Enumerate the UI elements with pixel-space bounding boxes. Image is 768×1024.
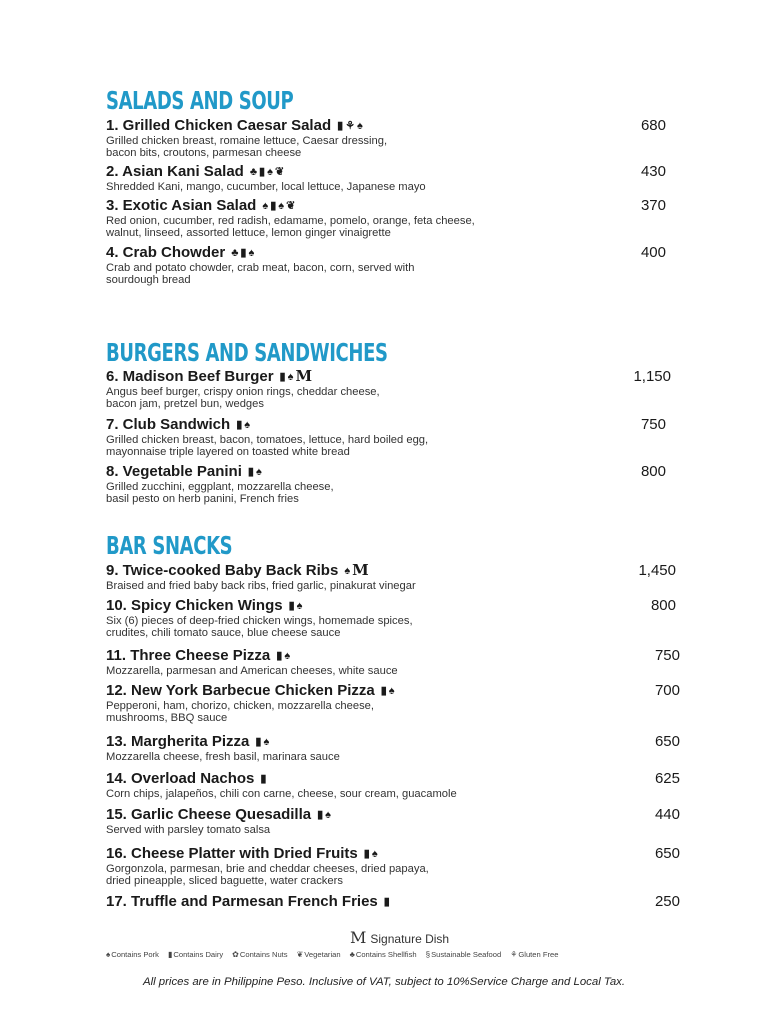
description-line: Gorgonzola, parmesan, brie and cheddar cheeses, dried papaya, xyxy=(106,863,429,875)
pork-icon: ♠ xyxy=(296,600,305,612)
menu-item-price: 400 xyxy=(640,244,666,261)
dietary-icons xyxy=(337,118,365,135)
menu-item-title: 10. Spicy Chicken Wings xyxy=(106,597,283,614)
menu-item-title: 1. Grilled Chicken Caesar Salad xyxy=(106,117,332,134)
description-line: Six (6) pieces of deep-fried chicken wings, homemade spices, xyxy=(106,615,413,627)
menu-item xyxy=(106,647,696,677)
legend-entry-gluten xyxy=(510,950,558,959)
section-title-bar-snacks: BAR SNACKS xyxy=(106,531,233,560)
menu-item xyxy=(106,597,696,639)
dairy-icon: ▮ xyxy=(279,371,288,383)
description-line: Shredded Kani, mango, cucumber, local lettuce, Japanese mayo xyxy=(106,181,426,193)
pork-icon: ♠ xyxy=(248,247,257,259)
dietary-icons xyxy=(250,164,286,181)
price-footnote: All prices are in Philippine Peso. Inclusive of VAT, subject to 10%Service Charge and Local Tax. xyxy=(142,976,626,988)
vegetarian-icon: ❦ xyxy=(296,950,304,959)
menu-item-description xyxy=(106,615,696,639)
menu-item-title: 4. Crab Chowder xyxy=(106,244,226,261)
signature-m-icon: M xyxy=(350,928,367,947)
description-line: Corn chips, jalapeños, chili con carne, cheese, sour cream, guacamole xyxy=(106,788,457,800)
description-line: mushrooms, BBQ sauce xyxy=(106,712,228,725)
description-line: Grilled zucchini, eggplant, mozzarella cheese, xyxy=(106,481,334,493)
dietary-legend xyxy=(106,950,567,959)
menu-item-price: 430 xyxy=(640,163,666,180)
description-line: Braised and fried baby back ribs, fried garlic, pinakurat vinegar xyxy=(106,580,416,592)
pork-icon: ♠ xyxy=(325,809,334,821)
legend-label: Contains Nuts xyxy=(239,950,288,959)
legend-entry-nuts xyxy=(232,950,287,959)
menu-item-title: 11. Three Cheese Pizza xyxy=(106,647,271,664)
description-line: Pepperoni, ham, chorizo, chicken, mozzarella cheese, xyxy=(106,700,375,712)
menu-item-description xyxy=(106,262,696,286)
signature-legend xyxy=(350,928,449,947)
menu-item xyxy=(106,244,696,286)
signature-icon: M xyxy=(352,561,369,579)
legend-label: Contains Shellfish xyxy=(355,950,417,959)
dietary-icons xyxy=(381,683,397,700)
shellfish-icon: ♣ xyxy=(231,247,241,259)
description-line: crudites, chili tomato sauce, blue cheese sauce xyxy=(106,627,341,640)
description-line: Grilled chicken breast, bacon, tomatoes, lettuce, hard boiled egg, xyxy=(106,434,429,446)
dairy-icon: ▮ xyxy=(260,773,269,785)
legend-entry-shellfish xyxy=(350,950,417,959)
pork-icon: ♠ xyxy=(357,120,365,132)
description-line: Crab and potato chowder, crab meat, bacon, corn, served with xyxy=(106,262,415,274)
pork-icon: ♠ xyxy=(388,685,397,697)
pork-icon: ♠ xyxy=(371,848,380,860)
description-line: mayonnaise triple layered on toasted white bread xyxy=(106,446,350,459)
menu-item xyxy=(106,416,696,458)
menu-item-description xyxy=(106,215,696,239)
dairy-icon: ▮ xyxy=(380,685,389,697)
menu-item-title: 13. Margherita Pizza xyxy=(106,733,250,750)
description-line: bacon bits, croutons, parmesan cheese xyxy=(106,147,302,160)
legend-label: Contains Dairy xyxy=(173,950,224,959)
menu-item xyxy=(106,163,696,193)
menu-item-price: 250 xyxy=(654,893,680,910)
menu-item xyxy=(106,845,696,887)
menu-item xyxy=(106,463,696,505)
menu-item-price: 1,450 xyxy=(638,562,676,579)
nuts-icon: ✿ xyxy=(232,950,239,959)
menu-item xyxy=(106,893,696,911)
menu-item xyxy=(106,117,696,159)
menu-item-title: 12. New York Barbecue Chicken Pizza xyxy=(106,682,375,699)
menu-item-description xyxy=(106,751,696,763)
menu-item-title: 9. Twice-cooked Baby Back Ribs xyxy=(106,562,339,579)
menu-item-price: 650 xyxy=(654,733,680,750)
dairy-icon: ▮ xyxy=(317,809,326,821)
description-line: Mozzarella cheese, fresh basil, marinara sauce xyxy=(106,751,340,763)
menu-item xyxy=(106,197,696,239)
dietary-icons xyxy=(262,198,297,215)
pork-icon: ♠ xyxy=(255,466,264,478)
gluten-icon: ⚘ xyxy=(510,950,518,959)
menu-item-description xyxy=(106,863,696,887)
description-line: walnut, linseed, assorted lettuce, lemon ginger vinaigrette xyxy=(106,227,391,240)
pork-icon: ♠ xyxy=(262,200,271,212)
vegetarian-icon: ❦ xyxy=(286,200,298,212)
legend-label: Vegetarian xyxy=(304,950,341,959)
description-line: sourdough bread xyxy=(106,274,191,287)
dairy-icon: ▮ xyxy=(288,600,297,612)
dairy-icon: ▮ xyxy=(363,848,372,860)
pork-icon: ♠ xyxy=(278,200,287,212)
menu-item-description xyxy=(106,788,696,800)
menu-item-price: 625 xyxy=(654,770,680,787)
dietary-icons xyxy=(276,648,292,665)
dairy-icon: ▮ xyxy=(276,650,285,662)
legend-entry-dairy xyxy=(168,950,223,959)
menu-item-title: 6. Madison Beef Burger xyxy=(106,368,274,385)
dairy-icon: ▮ xyxy=(259,166,268,178)
dietary-icons xyxy=(236,417,252,434)
legend-entry-pork xyxy=(106,950,159,959)
pork-icon: ♠ xyxy=(287,371,296,383)
seafood-icon: § xyxy=(425,950,431,959)
section-title-burgers-sandwiches: BURGERS AND SANDWICHES xyxy=(106,338,388,367)
menu-item-description xyxy=(106,580,696,592)
menu-item xyxy=(106,562,696,592)
menu-item xyxy=(106,682,696,724)
dairy-icon: ▮ xyxy=(383,896,392,908)
menu-item-description xyxy=(106,481,696,505)
dairy-icon: ▮ xyxy=(240,247,249,259)
menu-item-description xyxy=(106,386,696,410)
dairy-icon: ▮ xyxy=(167,950,173,959)
menu-item xyxy=(106,368,696,410)
menu-item-description xyxy=(106,181,696,193)
shellfish-icon: ♣ xyxy=(249,166,260,178)
description-line: basil pesto on herb panini, French fries xyxy=(106,493,299,506)
description-line: Angus beef burger, crispy onion rings, cheddar cheese, xyxy=(106,386,380,398)
dairy-icon: ▮ xyxy=(255,736,264,748)
pork-icon: ♠ xyxy=(284,650,293,662)
dietary-icons xyxy=(255,734,271,751)
shellfish-icon: ♣ xyxy=(349,950,355,959)
menu-item-title: 8. Vegetable Panini xyxy=(106,463,242,480)
pork-icon: ♠ xyxy=(106,950,111,959)
menu-item xyxy=(106,806,696,836)
vegetarian-icon: ❦ xyxy=(274,166,287,178)
menu-item-price: 680 xyxy=(640,117,666,134)
menu-item-title: 14. Overload Nachos xyxy=(106,770,255,787)
pork-icon: ♠ xyxy=(344,565,353,577)
dairy-icon: ▮ xyxy=(337,120,346,132)
menu-item-title: 3. Exotic Asian Salad xyxy=(106,197,257,214)
menu-item-price: 800 xyxy=(650,597,676,614)
legend-label: Contains Pork xyxy=(111,950,159,959)
menu-item-price: 750 xyxy=(640,416,666,433)
menu-item-title: 7. Club Sandwich xyxy=(106,416,231,433)
menu-item xyxy=(106,770,696,800)
menu-item-title: 2. Asian Kani Salad xyxy=(106,163,244,180)
menu-item-description xyxy=(106,700,696,724)
menu-item-title: 15. Garlic Cheese Quesadilla xyxy=(106,806,312,823)
description-line: Grilled chicken breast, romaine lettuce, Caesar dressing, xyxy=(106,135,388,147)
pork-icon: ♠ xyxy=(263,736,272,748)
signature-label: Signature Dish xyxy=(370,932,450,946)
menu-item-description xyxy=(106,135,696,159)
dairy-icon: ▮ xyxy=(247,466,256,478)
pork-icon: ♠ xyxy=(244,419,253,431)
description-line: Mozzarella, parmesan and American cheeses, white sauce xyxy=(106,665,398,677)
menu-item-description xyxy=(106,434,696,458)
legend-entry-vegetarian xyxy=(297,950,341,959)
dietary-icons xyxy=(289,598,305,615)
dairy-icon: ▮ xyxy=(270,200,279,212)
description-line: Served with parsley tomato salsa xyxy=(106,824,271,836)
legend-label: Sustainable Seafood xyxy=(431,950,502,959)
menu-item-price: 370 xyxy=(640,197,666,214)
menu-item-price: 800 xyxy=(640,463,666,480)
menu-item-price: 700 xyxy=(654,682,680,699)
dietary-icons xyxy=(260,771,268,788)
menu-item-price: 650 xyxy=(654,845,680,862)
dietary-icons xyxy=(344,562,368,580)
menu-item-price: 440 xyxy=(654,806,680,823)
dietary-icons xyxy=(280,368,313,386)
signature-icon: M xyxy=(295,367,313,385)
gluten-icon: ⚘ xyxy=(345,120,358,132)
dietary-icons xyxy=(317,807,333,824)
section-title-salads-soup: SALADS AND SOUP xyxy=(106,86,294,115)
legend-label: Gluten Free xyxy=(518,950,559,959)
dairy-icon: ▮ xyxy=(236,419,245,431)
menu-item-description xyxy=(106,824,696,836)
dietary-icons xyxy=(384,894,392,911)
dietary-icons xyxy=(364,846,380,863)
pork-icon: ♠ xyxy=(267,166,275,178)
description-line: bacon jam, pretzel bun, wedges xyxy=(106,398,264,411)
description-line: Red onion, cucumber, red radish, edamame, pomelo, orange, feta cheese, xyxy=(106,215,475,227)
description-line: dried pineapple, sliced baguette, water crackers xyxy=(106,875,343,888)
menu-item-price: 750 xyxy=(654,647,680,664)
menu-item-title: 16. Cheese Platter with Dried Fruits xyxy=(106,845,358,862)
dietary-icons xyxy=(248,464,264,481)
menu-item-title: 17. Truffle and Parmesan French Fries xyxy=(106,893,378,910)
menu-item-description xyxy=(106,665,696,677)
dietary-icons xyxy=(231,245,256,262)
menu-item-price: 1,150 xyxy=(633,368,671,385)
menu-item xyxy=(106,733,696,763)
legend-entry-seafood xyxy=(426,950,502,959)
